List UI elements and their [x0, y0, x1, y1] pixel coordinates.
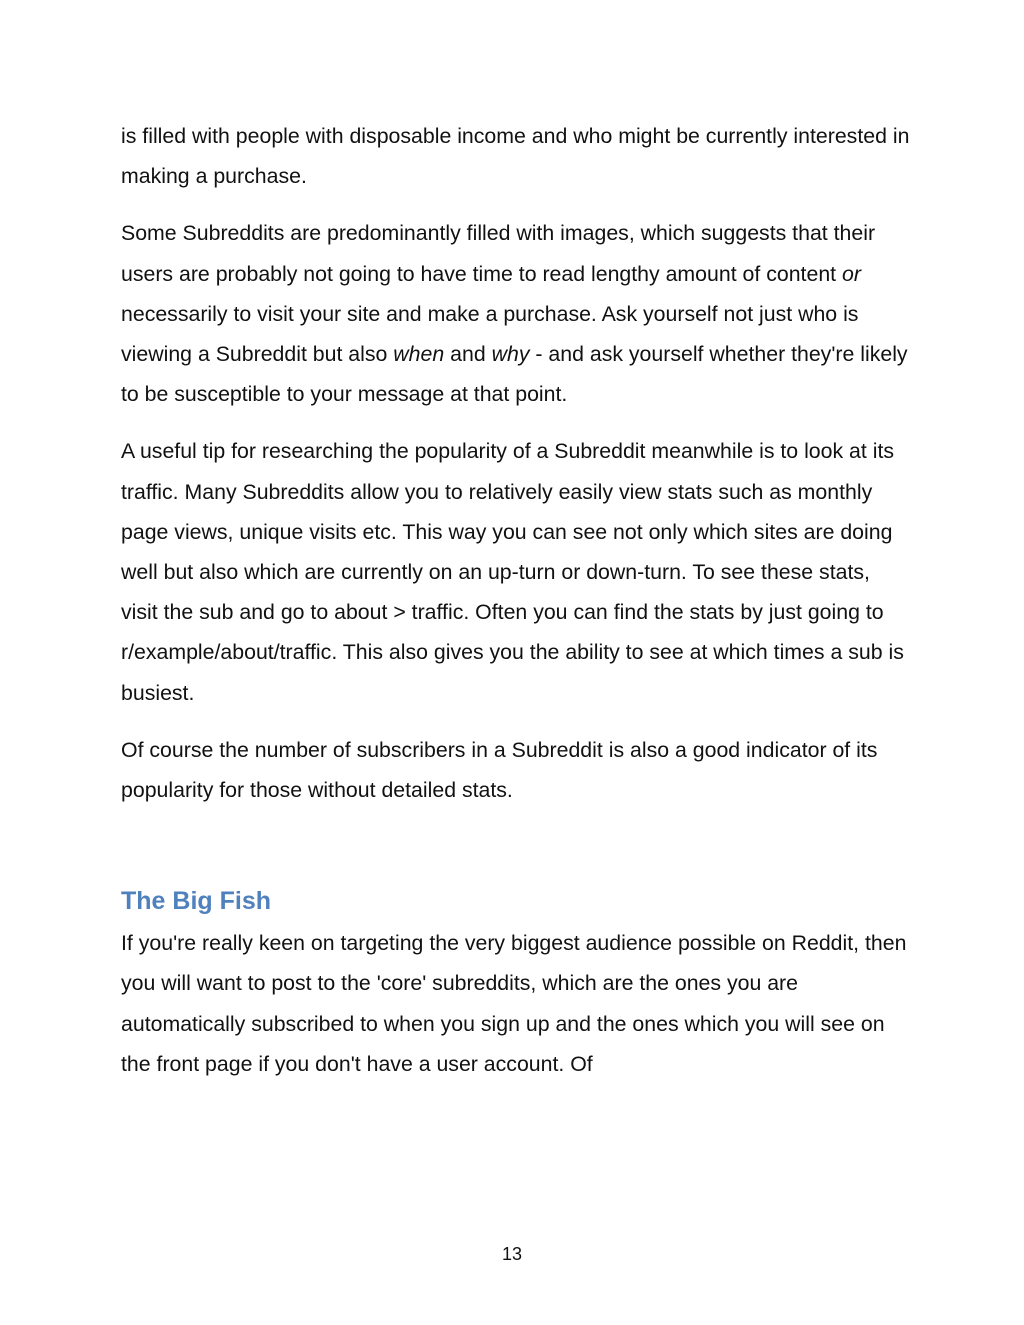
- paragraph-2-text-d: - and ask yourself whether they're likely to be susceptible to your message at that point.: [121, 342, 908, 407]
- paragraph-4: [121, 730, 911, 810]
- page-number: 13: [501, 1244, 523, 1264]
- paragraph-5-text: If you're really keen on targeting the very biggest audience possible on Reddit, then you will want to post to the 'core' subreddits, which are the ones you are automatically subscribed to when you sign up and the ones which you will see on the front page if you don't have a user account. Of: [121, 931, 907, 1076]
- paragraph-1: [121, 116, 911, 196]
- paragraph-3-text: A useful tip for researching the popularity of a Subreddit meanwhile is to look at its traffic. Many Subreddits allow you to relatively easily view stats such as monthly page views, unique visits etc. This way you can see not only which sites are doing well but also which are currently on an up-turn or down-turn. To see these stats, visit the sub and go to about > traffic. Often you can find the stats by just going to r/example/about/traffic. This also gives you the ability to see at which times a sub is busiest.: [121, 439, 904, 705]
- paragraph-3: [121, 431, 911, 712]
- paragraph-2-text-b: necessarily to visit your site and make a purchase. Ask yourself not just who is viewing a Subreddit but also: [121, 301, 859, 367]
- page-body: [121, 116, 911, 1101]
- emphasis-when: when: [393, 342, 445, 367]
- paragraph-5: [121, 923, 911, 1084]
- paragraph-2-text-c: and: [444, 342, 492, 367]
- paragraph-2-text-a: Some Subreddits are predominantly filled with images, which suggests that their users are probably not going to have time to read lengthy amount of content: [121, 221, 876, 286]
- paragraph-2: [121, 213, 911, 414]
- paragraph-1-text: is filled with people with disposable income and who might be currently interested in making a purchase.: [121, 124, 910, 189]
- emphasis-or: or: [842, 261, 861, 286]
- emphasis-why: why: [491, 342, 530, 367]
- section-spacer: [121, 827, 911, 879]
- section-heading: The Big Fish: [121, 887, 271, 916]
- paragraph-4-text: Of course the number of subscribers in a Subreddit is also a good indicator of its popularity for those without detailed stats.: [121, 737, 878, 803]
